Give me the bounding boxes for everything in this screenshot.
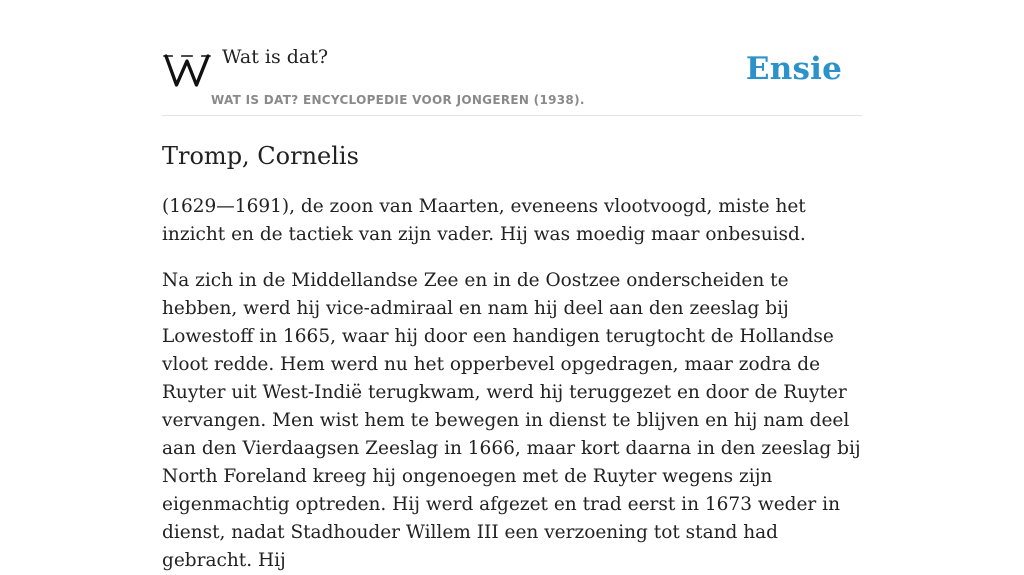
site-header [162, 0, 862, 116]
site-title-link[interactable]: Wat is dat? [222, 46, 329, 68]
wikipedia-w-icon[interactable] [163, 50, 211, 90]
article-paragraph-1: (1629—1691), de zoon van Maarten, eveneens vlootvoogd, miste het inzicht en de tactiek van zijn vader. Hij was moedig maar onbesuisd. [162, 196, 806, 245]
site-subtitle: WAT IS DAT? ENCYCLOPEDIE VOOR JONGEREN (1938). [211, 93, 585, 107]
page-container [162, 0, 862, 575]
article-paragraph-2: Na zich in de Middellandse Zee en in de Oostzee onderscheiden te hebben, werd hij vice-admiraal en nam hij deel aan den zeeslag bij Lowestoff in 1665, waar hij door een handigen terugtocht de Hollandse vloot redde. Hem werd nu het opperbevel opgedragen, maar zodra de Ruyter uit West-Indië terugkwam, werd hij teruggezet en door de Ruyter vervangen. Men wist hem te bewegen in dienst te blijven en hij nam deel aan den Vierdaagsen Zeeslag in 1666, maar kort daarna in den zeeslag bij North Foreland kreeg hij ongenoegen met de Ruyter wegens zijn eigenmachtig optreden. Hij werd afgezet en trad eerst in 1673 weder in dienst, nadat Stadhouder Willem III een verzoening tot stand had gebracht. Hij [162, 270, 861, 571]
brand-logo-link[interactable]: Ensie [745, 51, 842, 87]
logo-glyph [164, 51, 210, 89]
article-title: Tromp, Cornelis [162, 142, 359, 170]
